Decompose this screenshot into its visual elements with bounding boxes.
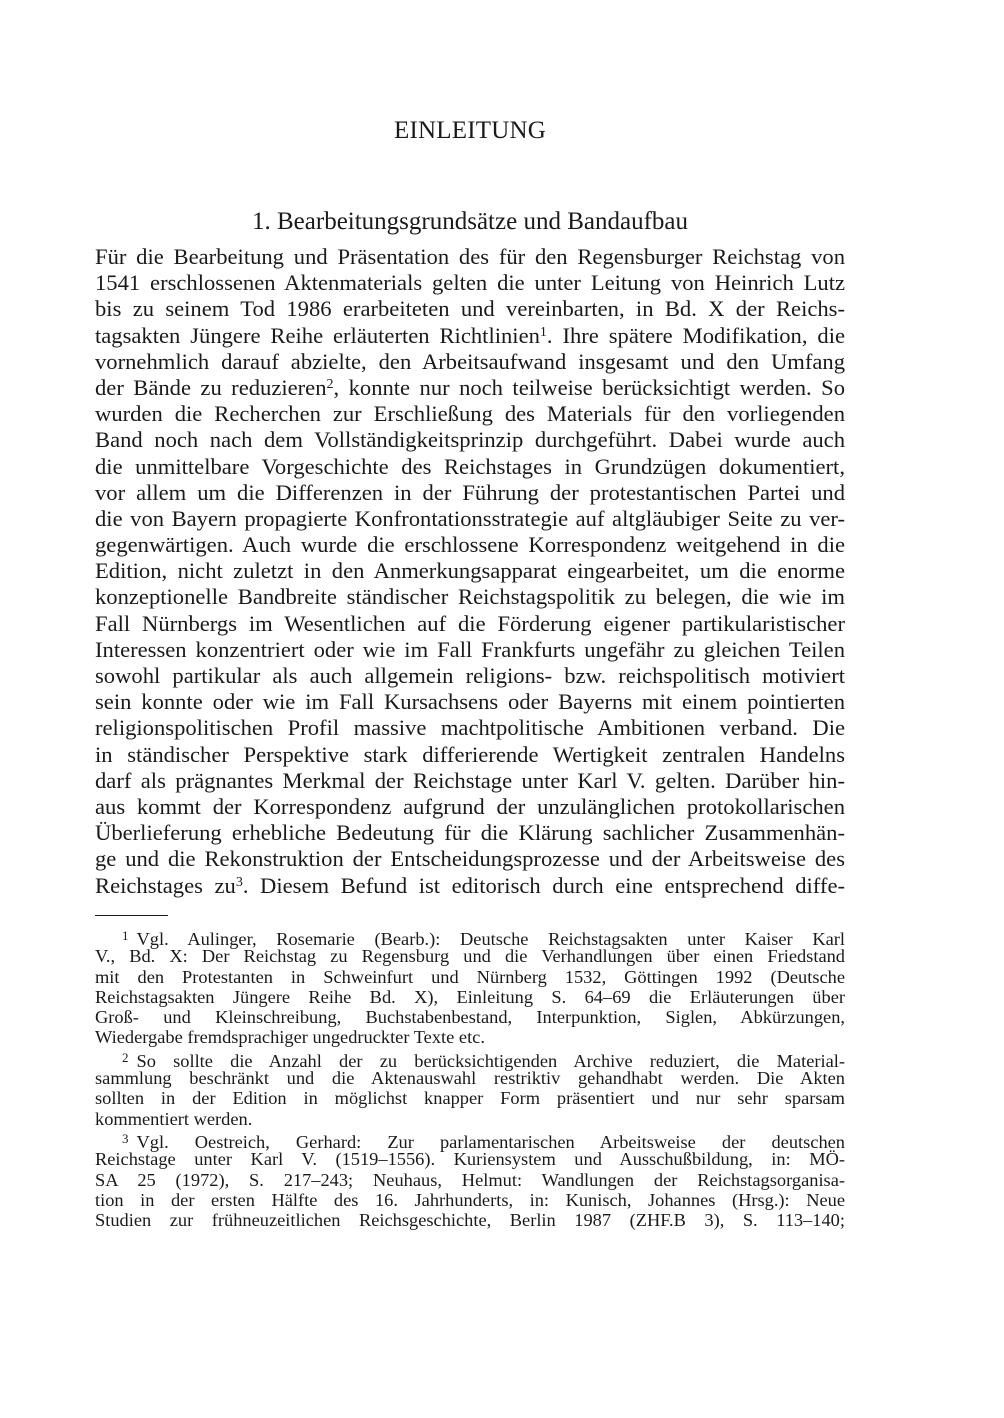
document-page [95, 0, 845, 1418]
footnote-line: mit den Protestanten in Schweinfurt und Nürnberg 1532, Göttingen 1992 (Deutsche [95, 966, 845, 987]
footnote-line: Groß- und Kleinschreibung, Buchstabenbestand, Interpunktion, Siglen, Abkürzungen, [95, 1007, 845, 1028]
body-line: wurden die Recherchen zur Erschließung des Materials für den vorliegenden [95, 401, 845, 427]
footnote-line: Studien zur frühneuzeitlichen Reichsgeschichte, Berlin 1987 (ZHF.B 3), S. 113–140; [95, 1210, 845, 1231]
body-line: die unmittelbare Vorgeschichte des Reichstages in Grundzügen dokumentiert, [95, 453, 845, 479]
footnote-line: sammlung beschränkt und die Aktenauswahl restriktiv gehandhabt werden. Die Akten [95, 1068, 845, 1089]
footnote-line: kommentiert werden. [95, 1108, 253, 1129]
body-line: vornehmlich darauf abzielte, den Arbeitsaufwand insgesamt und den Umfang [95, 348, 845, 374]
section-title: 1. Bearbeitungsgrundsätze und Bandaufbau [252, 208, 688, 235]
body-line: die von Bayern propagierte Konfrontationsstrategie auf altgläubiger Seite zu ver- [95, 505, 845, 531]
footnote-2: $^2$ So sollte die Anzahl der zu berücksichtigenden Archive reduziert, die Material- [122, 1049, 845, 1071]
footnotes [95, 926, 845, 1230]
footnote-number: 3 [122, 1130, 129, 1146]
body-line: Fall Nürnbergs im Wesentlichen auf die Förderung eigener partikularistischer [95, 610, 845, 636]
footnote-reference[interactable]: 3 [235, 874, 243, 890]
footnote-line: tion in der ersten Hälfte des 16. Jahrhunderts, in: Kunisch, Johannes (Hrsg.): Neue [95, 1189, 845, 1210]
body-line: konzeptionelle Bandbreite ständischer Reichstagspolitik zu belegen, die wie im [95, 584, 845, 610]
footnote-reference[interactable]: 1 [539, 324, 547, 340]
body-line: gegenwärtigen. Auch wurde die erschlossene Korrespondenz weitgehend in die [95, 532, 845, 558]
footnote-line: SA 25 (1972), S. 217–243; Neuhaus, Helmut: Wandlungen der Reichstagsorganisa- [95, 1169, 845, 1190]
body-line: 1541 erschlossenen Aktenmaterials gelten die unter Leitung von Heinrich Lutz [95, 270, 845, 296]
body-line: aus kommt der Korrespondenz aufgrund der unzulänglichen protokollarischen [95, 793, 845, 819]
chapter-title: EINLEITUNG [394, 117, 546, 144]
body-line: ge und die Rekonstruktion der Entscheidungsprozesse und der Arbeitsweise des [95, 846, 845, 872]
body-line: sein konnte oder wie im Fall Kursachsens oder Bayerns mit einem pointierten [95, 689, 845, 715]
body-line: vor allem um die Differenzen in der Führung der protestantischen Partei und [95, 479, 845, 505]
body-line: religionspolitischen Profil massive machtpolitische Ambitionen verband. Die [95, 715, 845, 741]
footnote-line: Reichstagsakten Jüngere Reihe Bd. X), Einleitung S. 64–69 die Erläuterungen über [95, 986, 845, 1007]
footnote-line: V., Bd. X: Der Reichstag zu Regensburg und die Verhandlungen über einen Friedstand [95, 946, 845, 967]
body-line: Überlieferung erhebliche Bedeutung für die Klärung sachlicher Zusammenhän- [95, 820, 845, 846]
footnote-number: 1 [122, 928, 129, 943]
footnote-3: $^3$ Vgl. Oestreich, Gerhard: Zur parlamentarischen Arbeitsweise der deutschen [122, 1130, 845, 1152]
body-line: bis zu seinem Tod 1986 erarbeiteten und vereinbarten, in Bd. X der Reichs- [95, 296, 845, 322]
body-line: der Bände zu reduzieren$^2$, konnte nur noch teilweise berücksichtigt werden. So [95, 374, 845, 400]
footnote-number: 2 [122, 1049, 129, 1065]
body-line: Für die Bearbeitung und Präsentation des für den Regensburger Reichstag von [95, 244, 845, 269]
body-line: Edition, nicht zuletzt in den Anmerkungsapparat eingearbeitet, um die enorme [95, 558, 845, 584]
body-paragraph [95, 244, 845, 899]
body-line: tagsakten Jüngere Reihe erläuterten Richtlinien$^1$. Ihre spätere Modifikation, die [95, 322, 846, 348]
footnote-line: Reichstage unter Karl V. (1519–1556). Kuriensystem und Ausschußbildung, in: MÖ- [95, 1149, 845, 1170]
footnote-separator [95, 915, 168, 916]
body-line: Reichstages zu$^3$. Diesem Befund ist editorisch durch eine entsprechend diffe- [95, 872, 845, 898]
footnote-line: Wiedergabe fremdsprachiger ungedruckter Texte etc. [95, 1027, 485, 1048]
body-line: darf als prägnantes Merkmal der Reichstage unter Karl V. gelten. Darüber hin- [95, 767, 845, 793]
body-line: sowohl partikular als auch allgemein religions- bzw. reichspolitisch motiviert [95, 663, 845, 688]
body-line: in ständischer Perspektive stark differierende Wertigkeit zentralen Handelns [95, 741, 845, 767]
footnote-1: $^1$ Vgl. Aulinger, Rosemarie (Bearb.): Deutsche Reichstagsakten unter Kaiser Karl [122, 928, 845, 949]
body-line: Interessen konzentriert oder wie im Fall Frankfurts ungefähr zu gleichen Teilen [95, 636, 845, 662]
body-line: Band noch nach dem Vollständigkeitsprinzip durchgeführt. Dabei wurde auch [95, 427, 845, 453]
footnote-reference[interactable]: 2 [326, 376, 334, 392]
footnote-line: sollten in der Edition in möglichst knapper Form präsentiert und nur sehr sparsam [95, 1088, 845, 1109]
